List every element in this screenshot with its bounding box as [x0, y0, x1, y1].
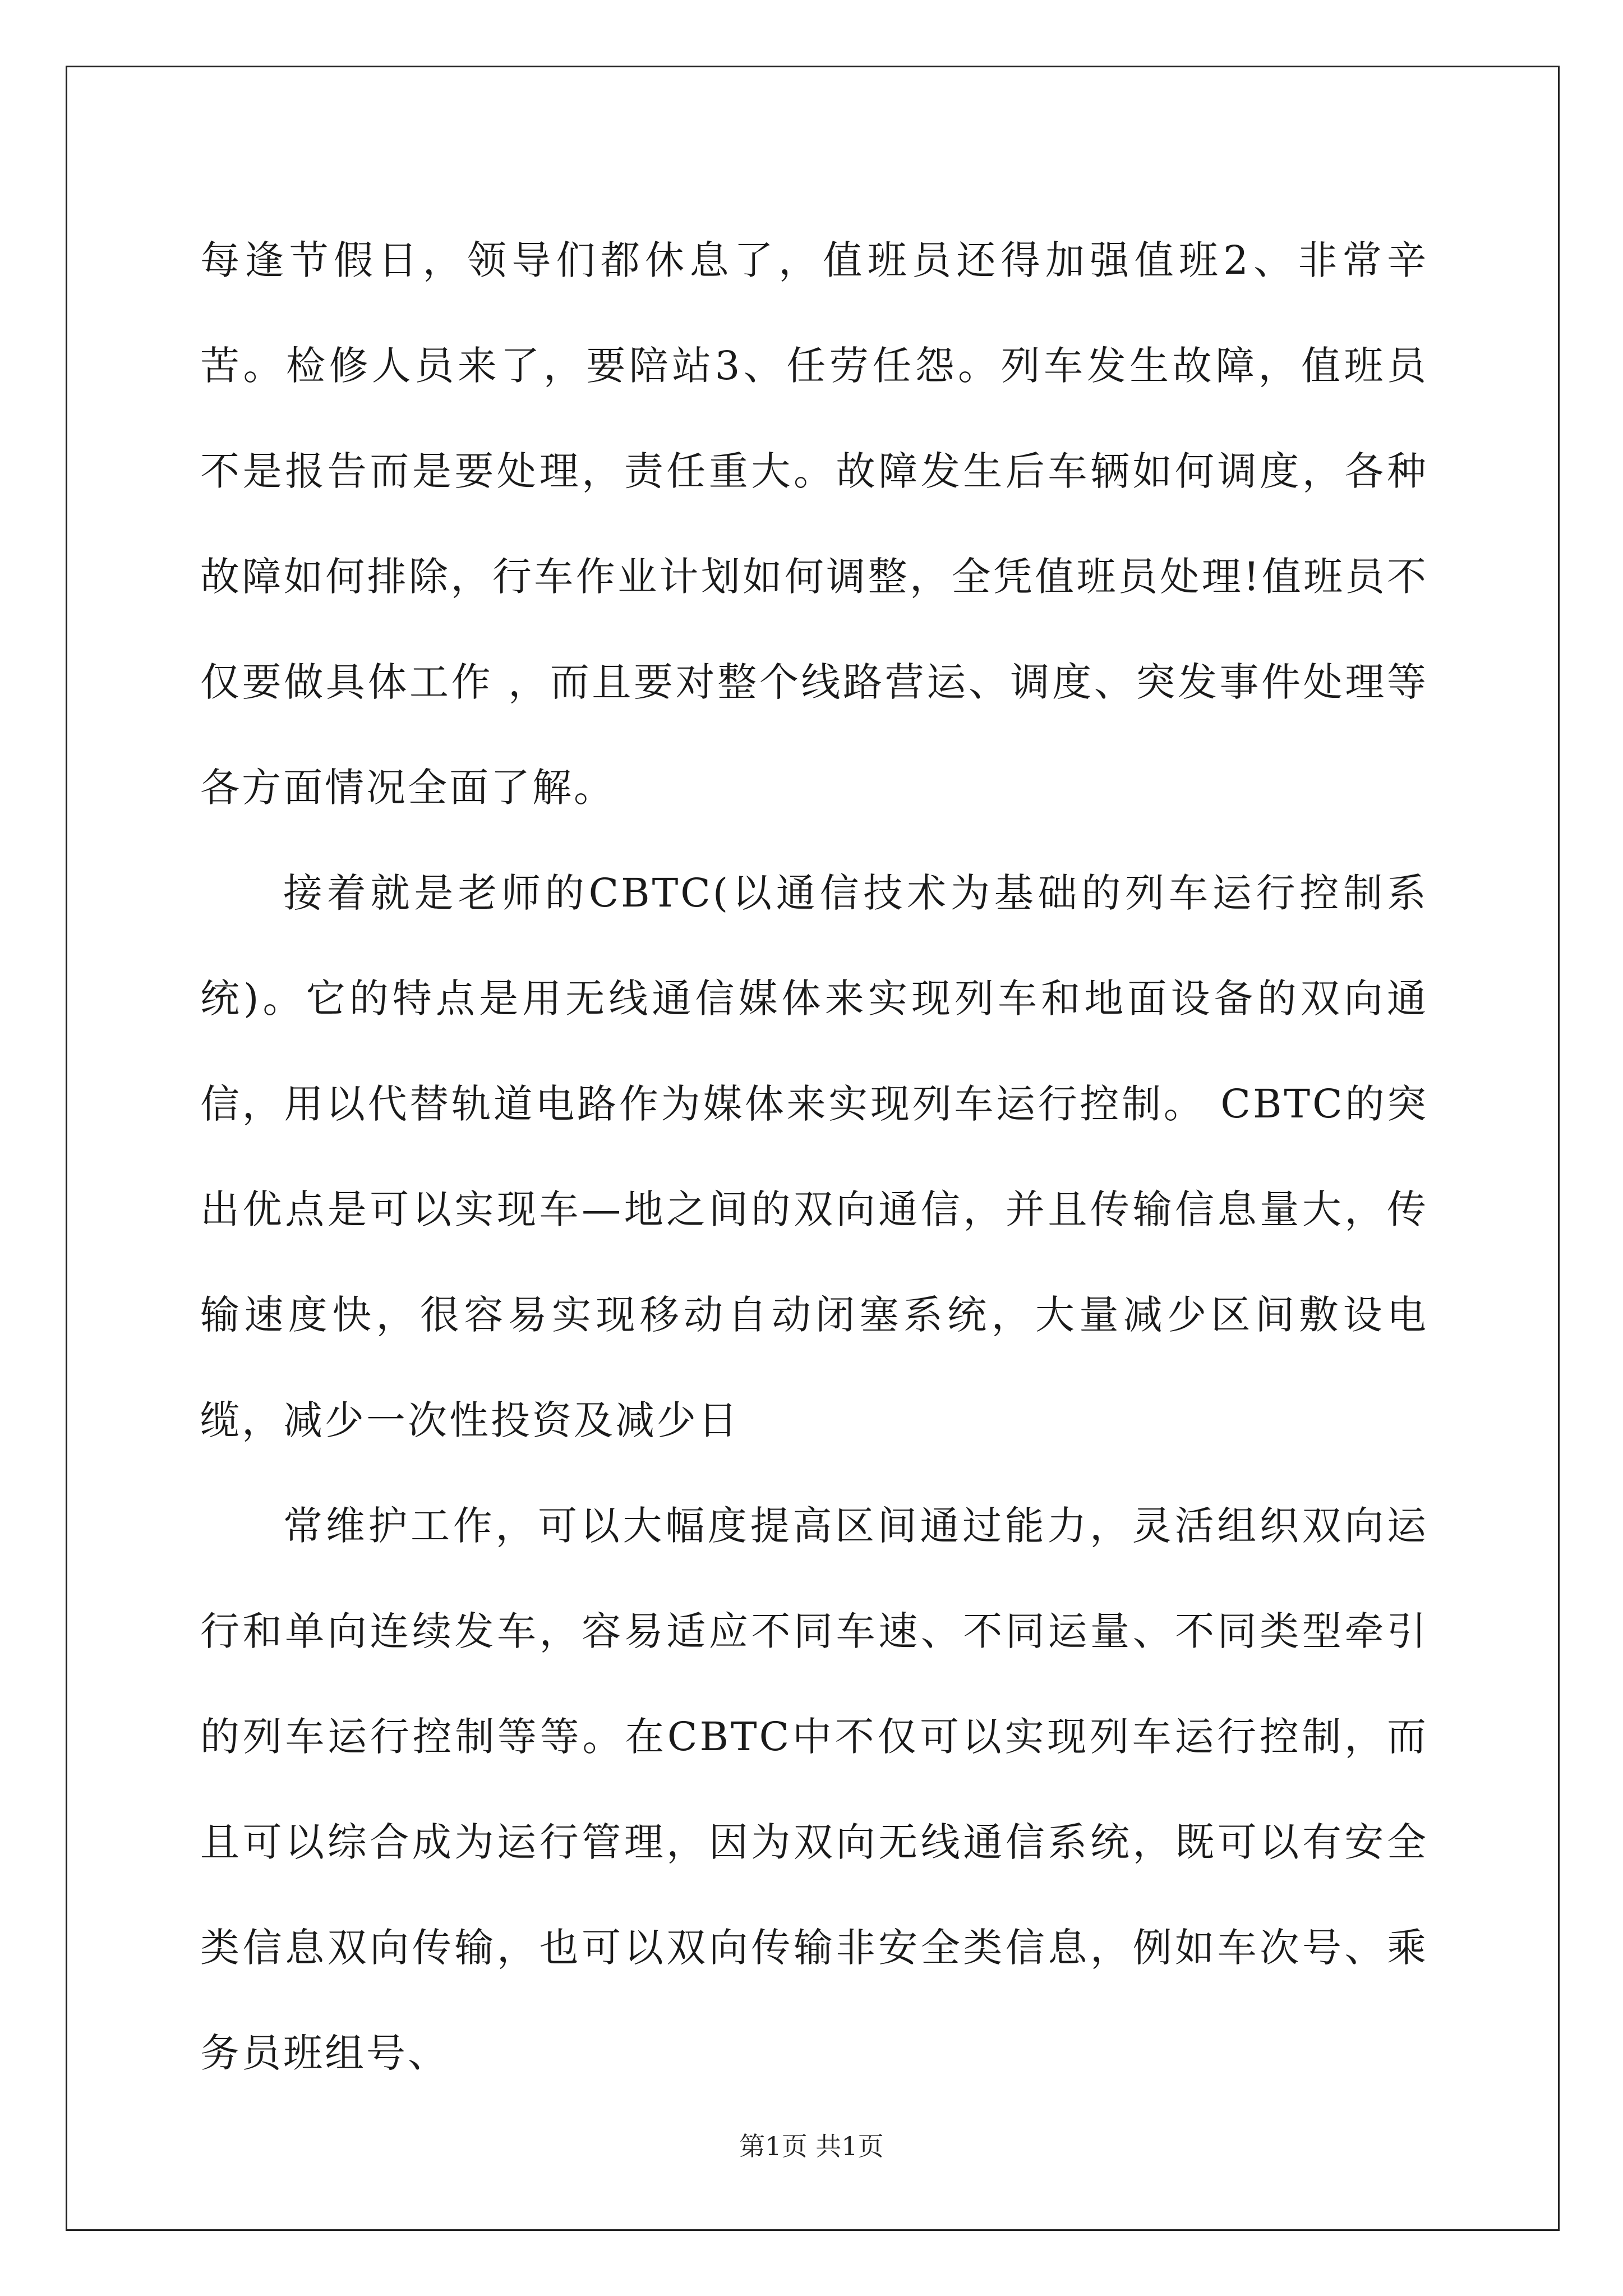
paragraph-1: 每逢节假日，领导们都休息了，值班员还得加强值班2、非常辛苦。检修人员来了，要陪站3、任劳任怨。列车发生故障，值班员不是报告而是要处理，责任重大。故障发生后车辆如何调度，各种故障如何排除，行车作业计划如何调整，全凭值班员处理!值班员不仅要做具体工作 ，而且要对整个线路营运、调度、突发事件处理等各方面情况全面了解。 [200, 237, 1428, 811]
document-body [200, 208, 1428, 2106]
paragraph-3: 常维护工作，可以大幅度提高区间通过能力，灵活组织双向运行和单向连续发车，容易适应不同车速、不同运量、不同类型牵引的列车运行控制等等。在CBTC中不仅可以实现列车运行控制，而且可以综合成为运行管理，因为双向无线通信系统，既可以有安全类信息双向传输，也可以双向传输非安全类信息，例如车次号、乘务员班组号、 [200, 1503, 1428, 2076]
page-footer: 第1页 共1页 [739, 2131, 884, 2161]
paragraph-2: 接着就是老师的CBTC(以通信技术为基础的列车运行控制系统)。它的特点是用无线通信媒体来实现列车和地面设备的双向通信，用以代替轨道电路作为媒体来实现列车运行控制。 CBTC的突出优点是可以实现车—地之间的双向通信，并且传输信息量大，传输速度快，很容易实现移动自动闭塞系统，大量减少区间敷设电缆，减少一次性投资及减少日 [200, 870, 1428, 1443]
